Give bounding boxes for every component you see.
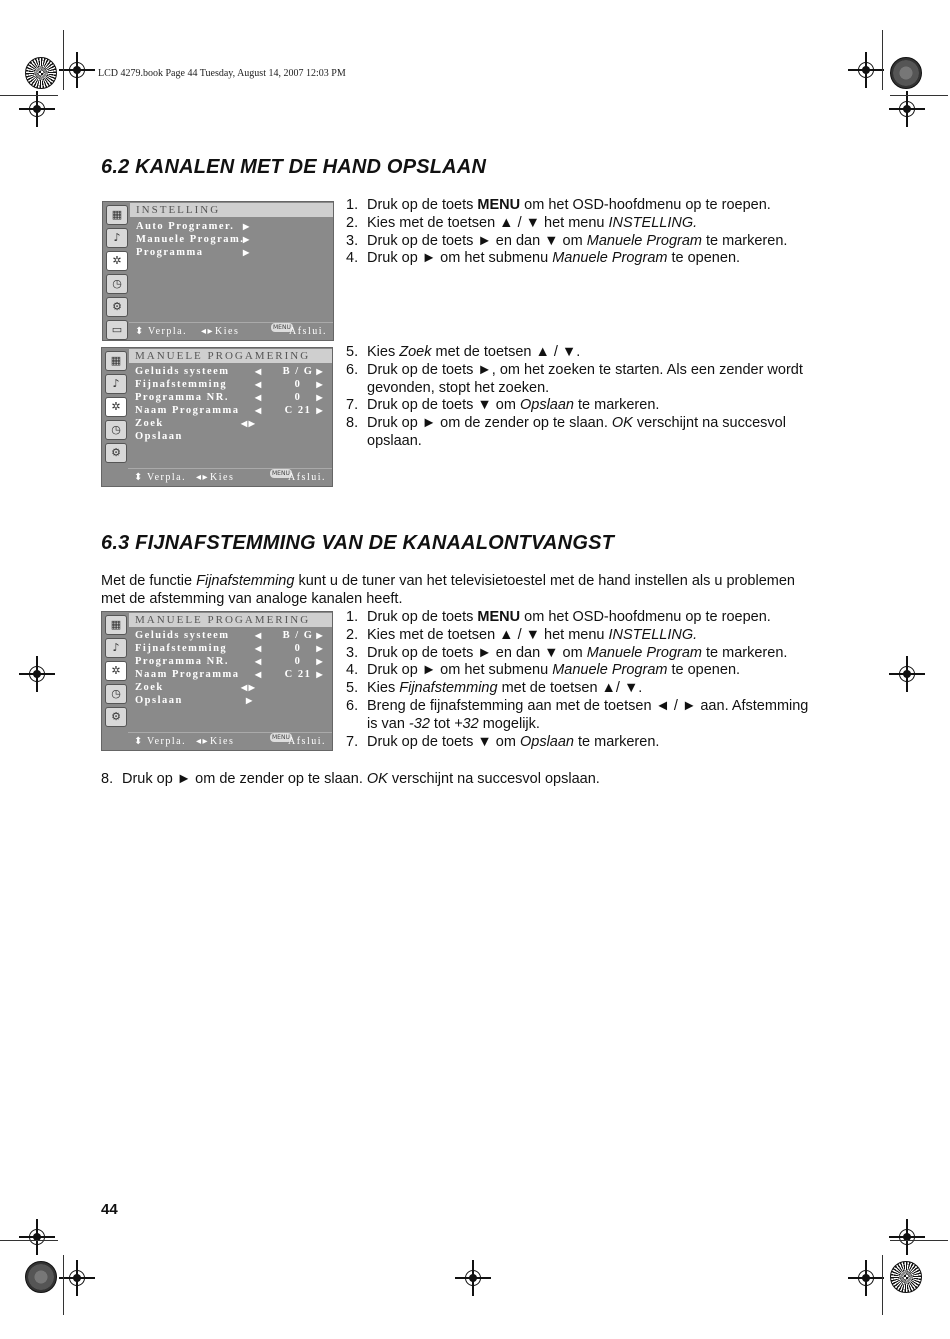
osd-row: Naam Programma ◀ C 21 ▶: [135, 405, 324, 416]
osd-row: Programma NR. ◀ 0 ▶: [135, 656, 324, 667]
footer-select: Kies: [210, 472, 235, 483]
footer-exit: Afslui.: [289, 326, 327, 337]
trim-mark: [0, 1240, 58, 1241]
list-item: 7. Druk op de toets ▼ om Opslaan te markeren.: [346, 397, 660, 414]
right-arrow-icon: ▶: [243, 222, 251, 231]
registration-rosette-icon: [25, 57, 57, 89]
crosshair-icon: [19, 91, 55, 127]
section-title: 6.3 FIJNAFSTEMMING VAN DE KANAALONTVANGST: [101, 532, 615, 554]
trim-mark: [882, 1255, 883, 1315]
osd-row: Geluids systeem ◀ B / G ▶: [135, 630, 324, 641]
leftright-icon: ◂▸: [201, 326, 215, 337]
crosshair-icon: [59, 52, 95, 88]
sound-menu-icon: ♪: [106, 228, 128, 248]
feature-menu-icon: ⚙: [105, 443, 127, 463]
clock-menu-icon: ◷: [105, 684, 127, 704]
tv-menu-icon: ▦: [105, 615, 127, 635]
trim-mark: [63, 1255, 64, 1315]
trim-mark: [882, 30, 883, 90]
osd-title: INSTELLING: [130, 203, 333, 217]
footer-move: Verpla.: [147, 736, 187, 747]
list-item: 7. Druk op de toets ▼ om Opslaan te markeren.: [346, 733, 660, 750]
footer-select: Kies: [210, 736, 235, 747]
trim-mark: [63, 30, 64, 90]
steps-list-6-2b: [346, 344, 816, 451]
crosshair-icon: [889, 91, 925, 127]
right-arrow-icon: ▶: [246, 696, 254, 705]
list-item: 8. Druk op ► om de zender op te slaan. OK verschijnt na succesvol opslaan.: [346, 415, 786, 449]
crosshair-icon: [889, 656, 925, 692]
osd-row: Opslaan: [135, 431, 183, 442]
osd-row: Zoek ◀▶: [135, 682, 257, 693]
osd-menu-manuele-programering: [101, 347, 333, 487]
sound-menu-icon: ♪: [105, 638, 127, 658]
osd-row: Fijnafstemming ◀ 0 ▶: [135, 379, 324, 390]
list-item: 6. Druk op de toets ►, om het zoeken te starten. Als een zender wordt gevonden, stopt het zoeken.: [346, 361, 803, 396]
osd-footer: ⬍ Verpla. ◂▸ Kies MENU Afslui.: [129, 322, 333, 340]
osd-row: Fijnafstemming ◀ 0 ▶: [135, 643, 324, 654]
steps-list-6-2a: [346, 197, 816, 268]
footer-select: Kies: [215, 326, 240, 337]
list-item: 1. Druk op de toets MENU om het OSD-hoofdmenu op te roepen.: [346, 609, 771, 625]
footer-move: Verpla.: [148, 326, 188, 337]
updown-icon: ⬍: [134, 472, 144, 483]
crosshair-icon: [848, 1260, 884, 1296]
trim-mark: [890, 1240, 948, 1241]
section-title: 6.2 KANALEN MET DE HAND OPSLAAN: [101, 156, 487, 178]
feature-menu-icon: ⚙: [105, 707, 127, 727]
list-item: 3. Druk op de toets ► en dan ▼ om Manuele Program te markeren.: [346, 232, 788, 249]
updown-icon: ⬍: [135, 326, 145, 337]
list-item: 2. Kies met de toetsen ▲ / ▼ het menu INSTELLING.: [346, 626, 698, 643]
leftright-icon: ◀▶: [241, 683, 257, 692]
crosshair-icon: [19, 656, 55, 692]
osd-footer: ⬍ Verpla. ◂▸ Kies MENU Afslui.: [128, 468, 332, 486]
list-item: 4. Druk op ► om het submenu Manuele Program te openen.: [346, 250, 741, 267]
setup-menu-icon: ✲: [105, 397, 127, 417]
osd-row: Naam Programma ◀ C 21 ▶: [135, 669, 324, 680]
osd-item: Programma ▶: [136, 247, 251, 258]
print-header: LCD 4279.book Page 44 Tuesday, August 14, 2007 12:03 PM: [98, 68, 346, 79]
list-item: 6. Breng de fijnafstemming aan met de toetsen ◄ / ► aan. Afstemming is van -32 tot +32 mogelijk.: [346, 697, 809, 732]
sound-menu-icon: ♪: [105, 374, 127, 394]
updown-icon: ⬍: [134, 736, 144, 747]
osd-row: Opslaan ▶: [135, 695, 254, 706]
list-item: 8. Druk op ► om de zender op te slaan. OK verschijnt na succesvol opslaan.: [101, 771, 600, 787]
osd-row: Zoek ◀▶: [135, 418, 257, 429]
right-arrow-icon: ▶: [243, 248, 251, 257]
setup-menu-icon: ✲: [105, 661, 127, 681]
osd-menu-instelling: [102, 201, 334, 341]
registration-rosette-icon: [890, 57, 922, 89]
screen-menu-icon: ▭: [106, 320, 128, 340]
list-item: 2. Kies met de toetsen ▲ / ▼ het menu INSTELLING.: [346, 214, 698, 231]
osd-menu-manuele-programering-2: [101, 611, 333, 751]
footer-exit: Afslui.: [288, 472, 326, 483]
list-item: 1. Druk op de toets MENU om het OSD-hoofdmenu op te roepen.: [346, 197, 771, 213]
crosshair-icon: [19, 1219, 55, 1255]
leftright-icon: ◂▸: [196, 736, 210, 747]
crosshair-icon: [848, 52, 884, 88]
registration-rosette-icon: [890, 1261, 922, 1293]
registration-rosette-icon: [25, 1261, 57, 1293]
intro-paragraph: Met de functie Fijnafstemming kunt u de tuner van het televisietoestel met de hand instellen als u problemen met de afstemming van analoge kanalen heeft.: [101, 573, 795, 607]
steps-list-6-3: [346, 609, 816, 751]
osd-title: MANUELE PROGAMERING: [129, 349, 332, 363]
tv-menu-icon: ▦: [105, 351, 127, 371]
tv-menu-icon: ▦: [106, 205, 128, 225]
osd-row: Programma NR. ◀ 0 ▶: [135, 392, 324, 403]
osd-item: Auto Programer. ▶: [136, 221, 251, 232]
footer-move: Verpla.: [147, 472, 187, 483]
page-number: 44: [101, 1201, 118, 1218]
right-arrow-icon: ▶: [243, 235, 251, 244]
osd-title: MANUELE PROGAMERING: [129, 613, 332, 627]
trim-mark: [890, 95, 948, 96]
leftright-icon: ◀▶: [241, 419, 257, 428]
feature-menu-icon: ⚙: [106, 297, 128, 317]
osd-footer: ⬍ Verpla. ◂▸ Kies MENU Afslui.: [128, 732, 332, 750]
crosshair-icon: [59, 1260, 95, 1296]
trim-mark: [0, 95, 58, 96]
osd-row: Geluids systeem ◀ B / G ▶: [135, 366, 324, 377]
list-item: 4. Druk op ► om het submenu Manuele Program te openen.: [346, 662, 741, 679]
list-item: 5. Kies Fijnafstemming met de toetsen ▲/ ▼.: [346, 680, 643, 697]
leftright-icon: ◂▸: [196, 472, 210, 483]
clock-menu-icon: ◷: [105, 420, 127, 440]
setup-menu-icon: ✲: [106, 251, 128, 271]
clock-menu-icon: ◷: [106, 274, 128, 294]
osd-item: Manuele Program. ▶: [136, 234, 251, 245]
list-item: 3. Druk op de toets ► en dan ▼ om Manuele Program te markeren.: [346, 644, 788, 661]
crosshair-icon: [889, 1219, 925, 1255]
list-item: 5. Kies Zoek met de toetsen ▲ / ▼.: [346, 344, 581, 360]
footer-exit: Afslui.: [288, 736, 326, 747]
steps-list-6-3-final: [101, 771, 821, 789]
crosshair-icon: [455, 1260, 491, 1296]
